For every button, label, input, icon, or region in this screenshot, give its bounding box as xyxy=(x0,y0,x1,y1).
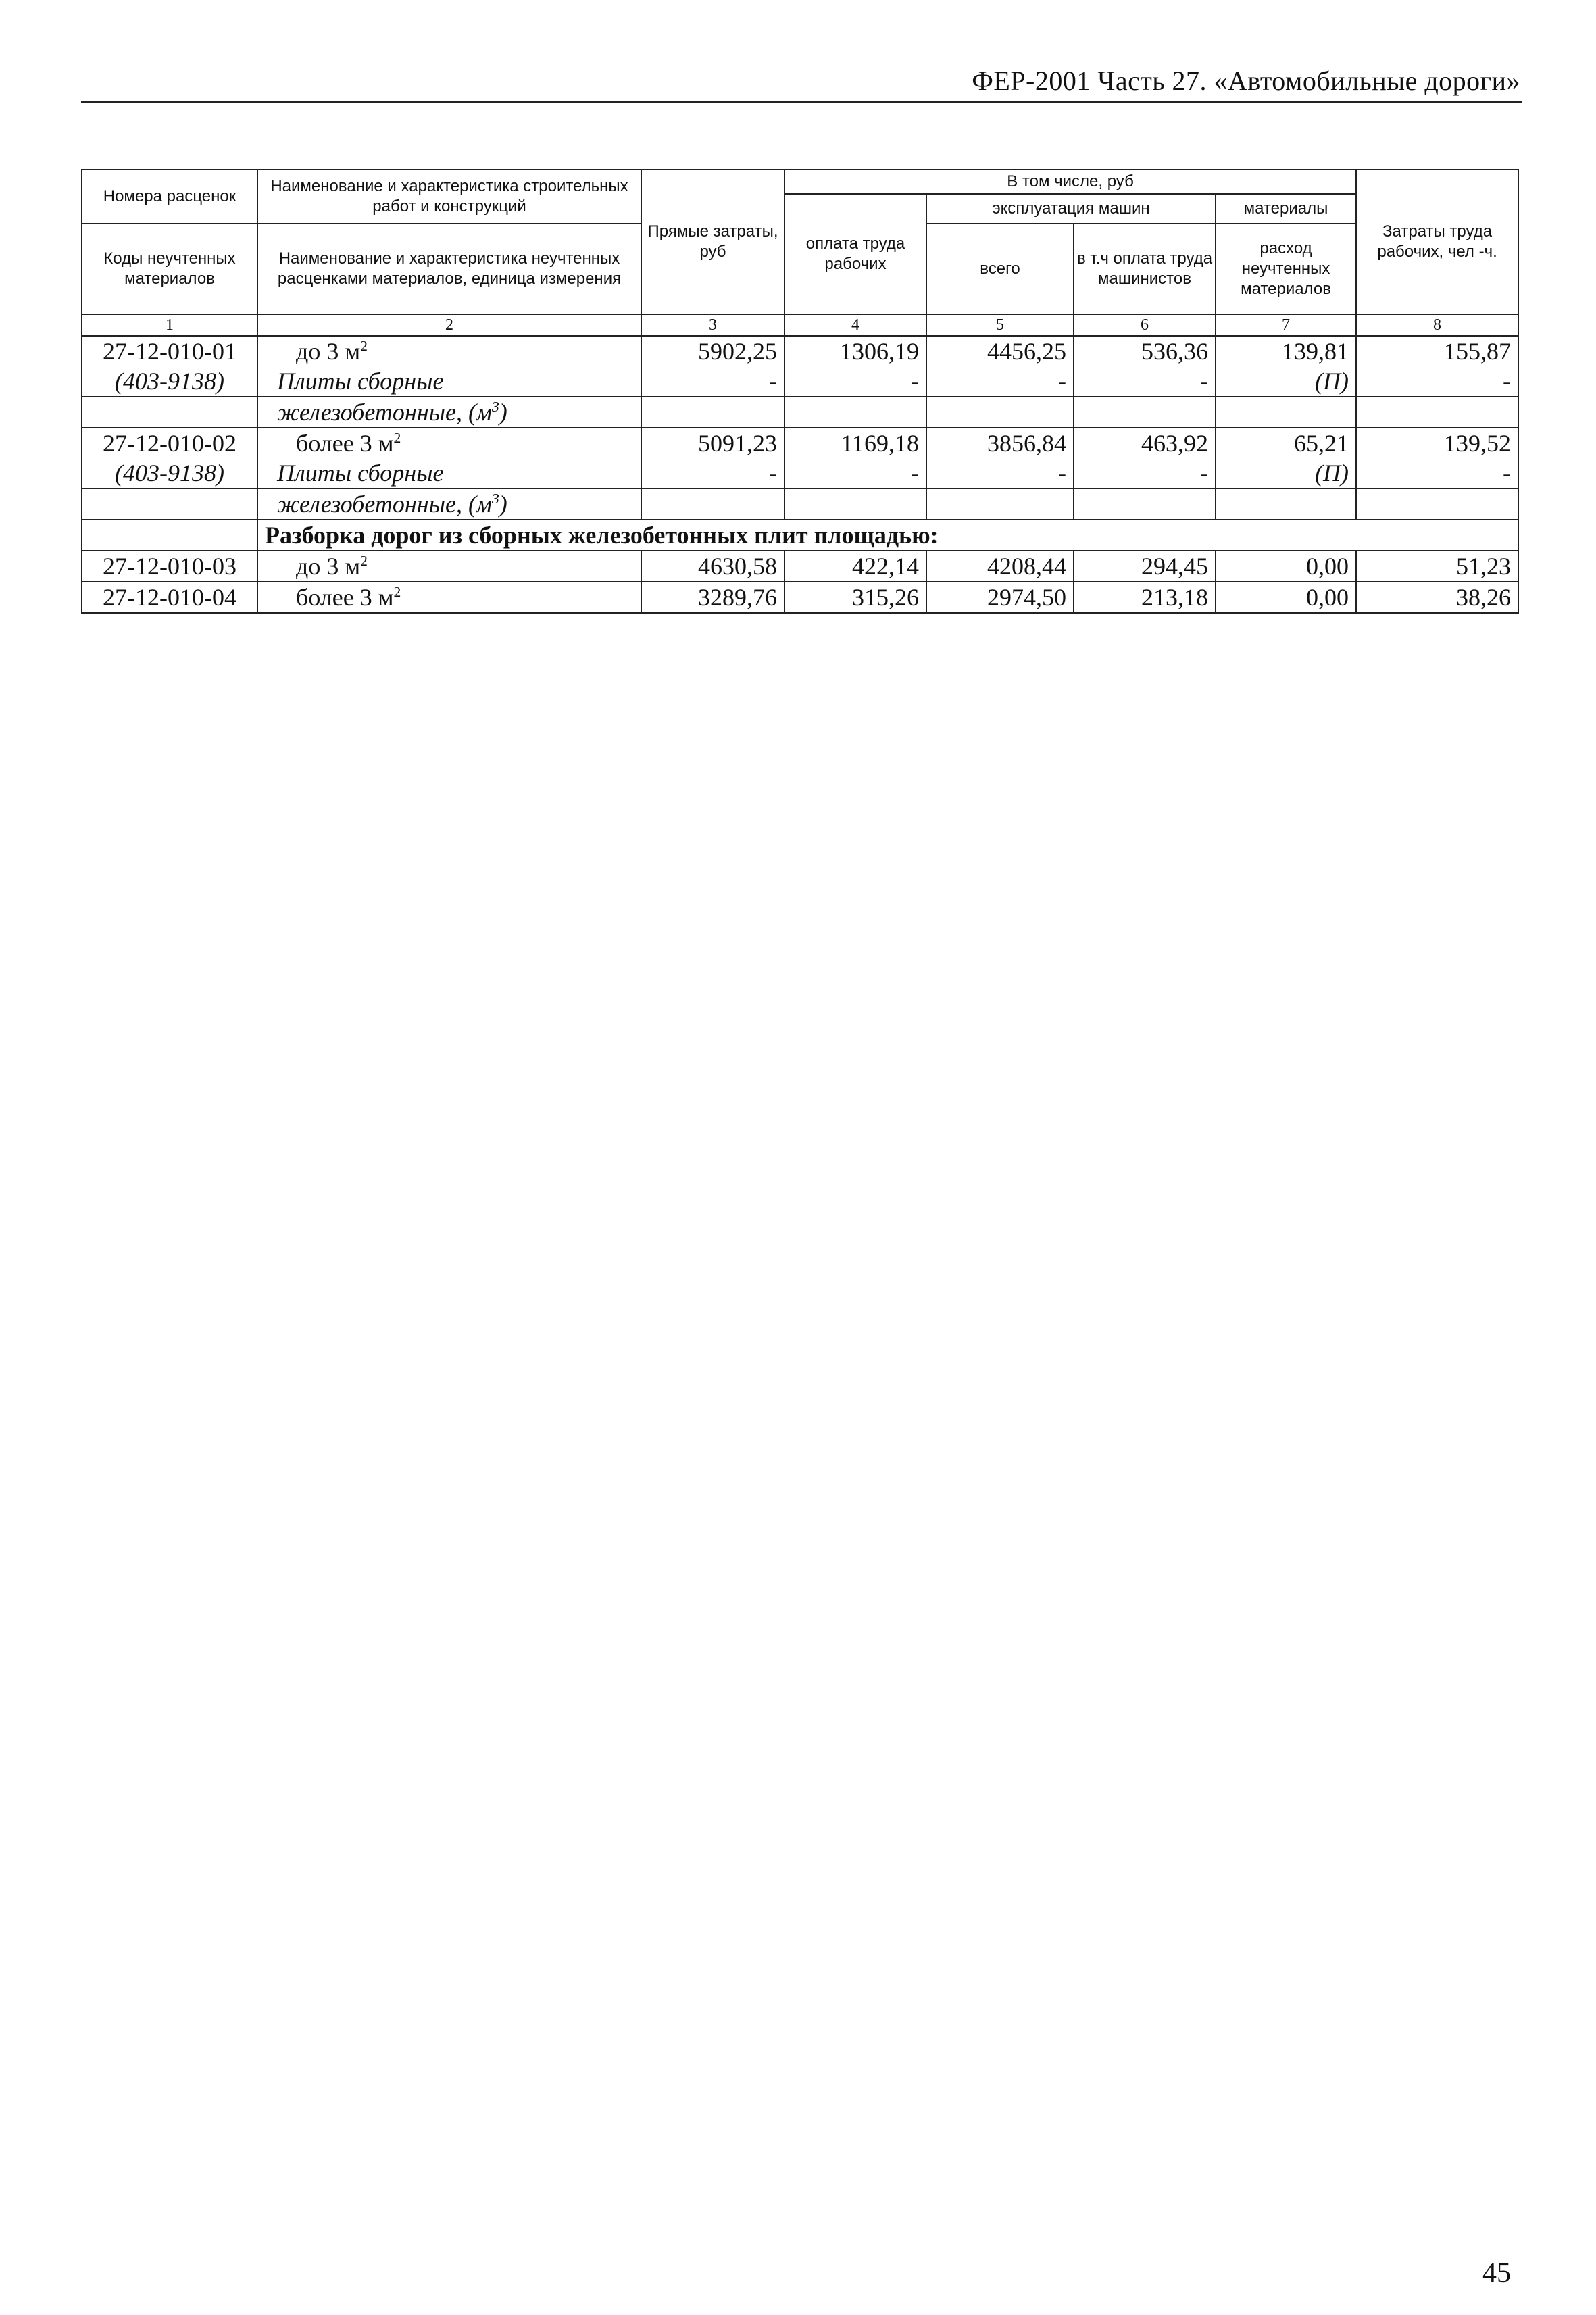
rate-code: 27-12-010-04 xyxy=(82,582,257,613)
workers-pay-value: 315,26 xyxy=(784,582,926,613)
material-workers-pay: - xyxy=(784,458,926,489)
operators-pay-value: 294,45 xyxy=(1074,551,1216,582)
work-name: более 3 $м^2$ xyxy=(257,582,641,613)
direct-costs-value: 4630,58 xyxy=(641,551,784,582)
material-name-line1: Плиты сборные xyxy=(257,458,641,489)
labor-costs-value: 38,26 xyxy=(1356,582,1518,613)
materials-value: 139,81 xyxy=(1216,336,1356,366)
material-labor-costs: - xyxy=(1356,366,1518,397)
machine-total-value: 3856,84 xyxy=(926,428,1074,458)
th-unaccounted-name: Наименование и характеристика неучтенных расценками материалов, единица измерения xyxy=(257,224,641,314)
operators-pay-value: 536,36 xyxy=(1074,336,1216,366)
th-unaccounted-codes: Коды неучтенных материалов xyxy=(82,224,257,314)
materials-value: 0,00 xyxy=(1216,551,1356,582)
labor-costs-value: 155,87 xyxy=(1356,336,1518,366)
materials-value: 0,00 xyxy=(1216,582,1356,613)
material-direct-costs: - xyxy=(641,458,784,489)
section-title: Разборка дорог из сборных железобетонных плит площадью: xyxy=(257,520,1518,551)
col-number: 5 xyxy=(926,314,1074,336)
rate-code: 27-12-010-01 xyxy=(82,336,257,366)
table-row xyxy=(82,428,1518,458)
col-number: 8 xyxy=(1356,314,1518,336)
work-name: более 3 $м^2$ xyxy=(257,428,641,458)
col-number: 1 xyxy=(82,314,257,336)
material-operators-pay: - xyxy=(1074,366,1216,397)
table-row xyxy=(82,336,1518,366)
machine-total-value: 2974,50 xyxy=(926,582,1074,613)
document-header-title: ФЕР-2001 Часть 27. «Автомобильные дороги» xyxy=(972,66,1520,96)
material-row xyxy=(82,458,1518,489)
material-direct-costs: - xyxy=(641,366,784,397)
th-work-name: Наименование и характеристика строительных работ и конструкций xyxy=(257,170,641,224)
material-row-continued xyxy=(82,397,1518,428)
section-row xyxy=(82,520,1518,551)
material-name-line1: Плиты сборные xyxy=(257,366,641,397)
operators-pay-value: 463,92 xyxy=(1074,428,1216,458)
rates-table xyxy=(81,169,1519,614)
th-machine-operation: эксплуатация машин xyxy=(926,194,1216,224)
workers-pay-value: 1306,19 xyxy=(784,336,926,366)
table-row xyxy=(82,582,1518,613)
workers-pay-value: 1169,18 xyxy=(784,428,926,458)
material-labor-costs: - xyxy=(1356,458,1518,489)
material-consumption: (П) xyxy=(1216,458,1356,489)
material-operators-pay: - xyxy=(1074,458,1216,489)
material-workers-pay: - xyxy=(784,366,926,397)
page-number: 45 xyxy=(1482,2258,1511,2289)
work-name: до 3 $м^2$ xyxy=(257,551,641,582)
table-row xyxy=(82,551,1518,582)
material-code: (403-9138) xyxy=(82,458,257,489)
th-unaccounted-consumption: расход неучтенных материалов xyxy=(1216,224,1356,314)
col-number: 2 xyxy=(257,314,641,336)
machine-total-value: 4456,25 xyxy=(926,336,1074,366)
header-rule xyxy=(81,101,1522,103)
material-name-line2: железобетонные, $(м^3)$ xyxy=(257,489,641,520)
col-number: 4 xyxy=(784,314,926,336)
direct-costs-value: 3289,76 xyxy=(641,582,784,613)
labor-costs-value: 139,52 xyxy=(1356,428,1518,458)
th-machine-total: всего xyxy=(926,224,1074,314)
col-number: 3 xyxy=(641,314,784,336)
material-machine-total: - xyxy=(926,366,1074,397)
operators-pay-value: 213,18 xyxy=(1074,582,1216,613)
th-labor-costs: Затраты труда рабочих, чел -ч. xyxy=(1356,170,1518,314)
machine-total-value: 4208,44 xyxy=(926,551,1074,582)
direct-costs-value: 5091,23 xyxy=(641,428,784,458)
material-row-continued xyxy=(82,489,1518,520)
material-code: (403-9138) xyxy=(82,366,257,397)
th-direct-costs: Прямые затраты, руб xyxy=(641,170,784,314)
material-machine-total: - xyxy=(926,458,1074,489)
th-rate-numbers: Номера расценок xyxy=(82,170,257,224)
rate-code: 27-12-010-02 xyxy=(82,428,257,458)
column-numbers-row xyxy=(82,314,1518,336)
direct-costs-value: 5902,25 xyxy=(641,336,784,366)
labor-costs-value: 51,23 xyxy=(1356,551,1518,582)
th-operators-pay: в т.ч оплата труда машинистов xyxy=(1074,224,1216,314)
workers-pay-value: 422,14 xyxy=(784,551,926,582)
material-name-line2: железобетонные, $(м^3)$ xyxy=(257,397,641,428)
col-number: 7 xyxy=(1216,314,1356,336)
work-name: до 3 $м^2$ xyxy=(257,336,641,366)
rate-code: 27-12-010-03 xyxy=(82,551,257,582)
material-row xyxy=(82,366,1518,397)
th-including: В том числе, руб xyxy=(784,170,1356,194)
material-consumption: (П) xyxy=(1216,366,1356,397)
th-materials: материалы xyxy=(1216,194,1356,224)
materials-value: 65,21 xyxy=(1216,428,1356,458)
col-number: 6 xyxy=(1074,314,1216,336)
th-workers-pay: оплата труда рабочих xyxy=(784,194,926,314)
